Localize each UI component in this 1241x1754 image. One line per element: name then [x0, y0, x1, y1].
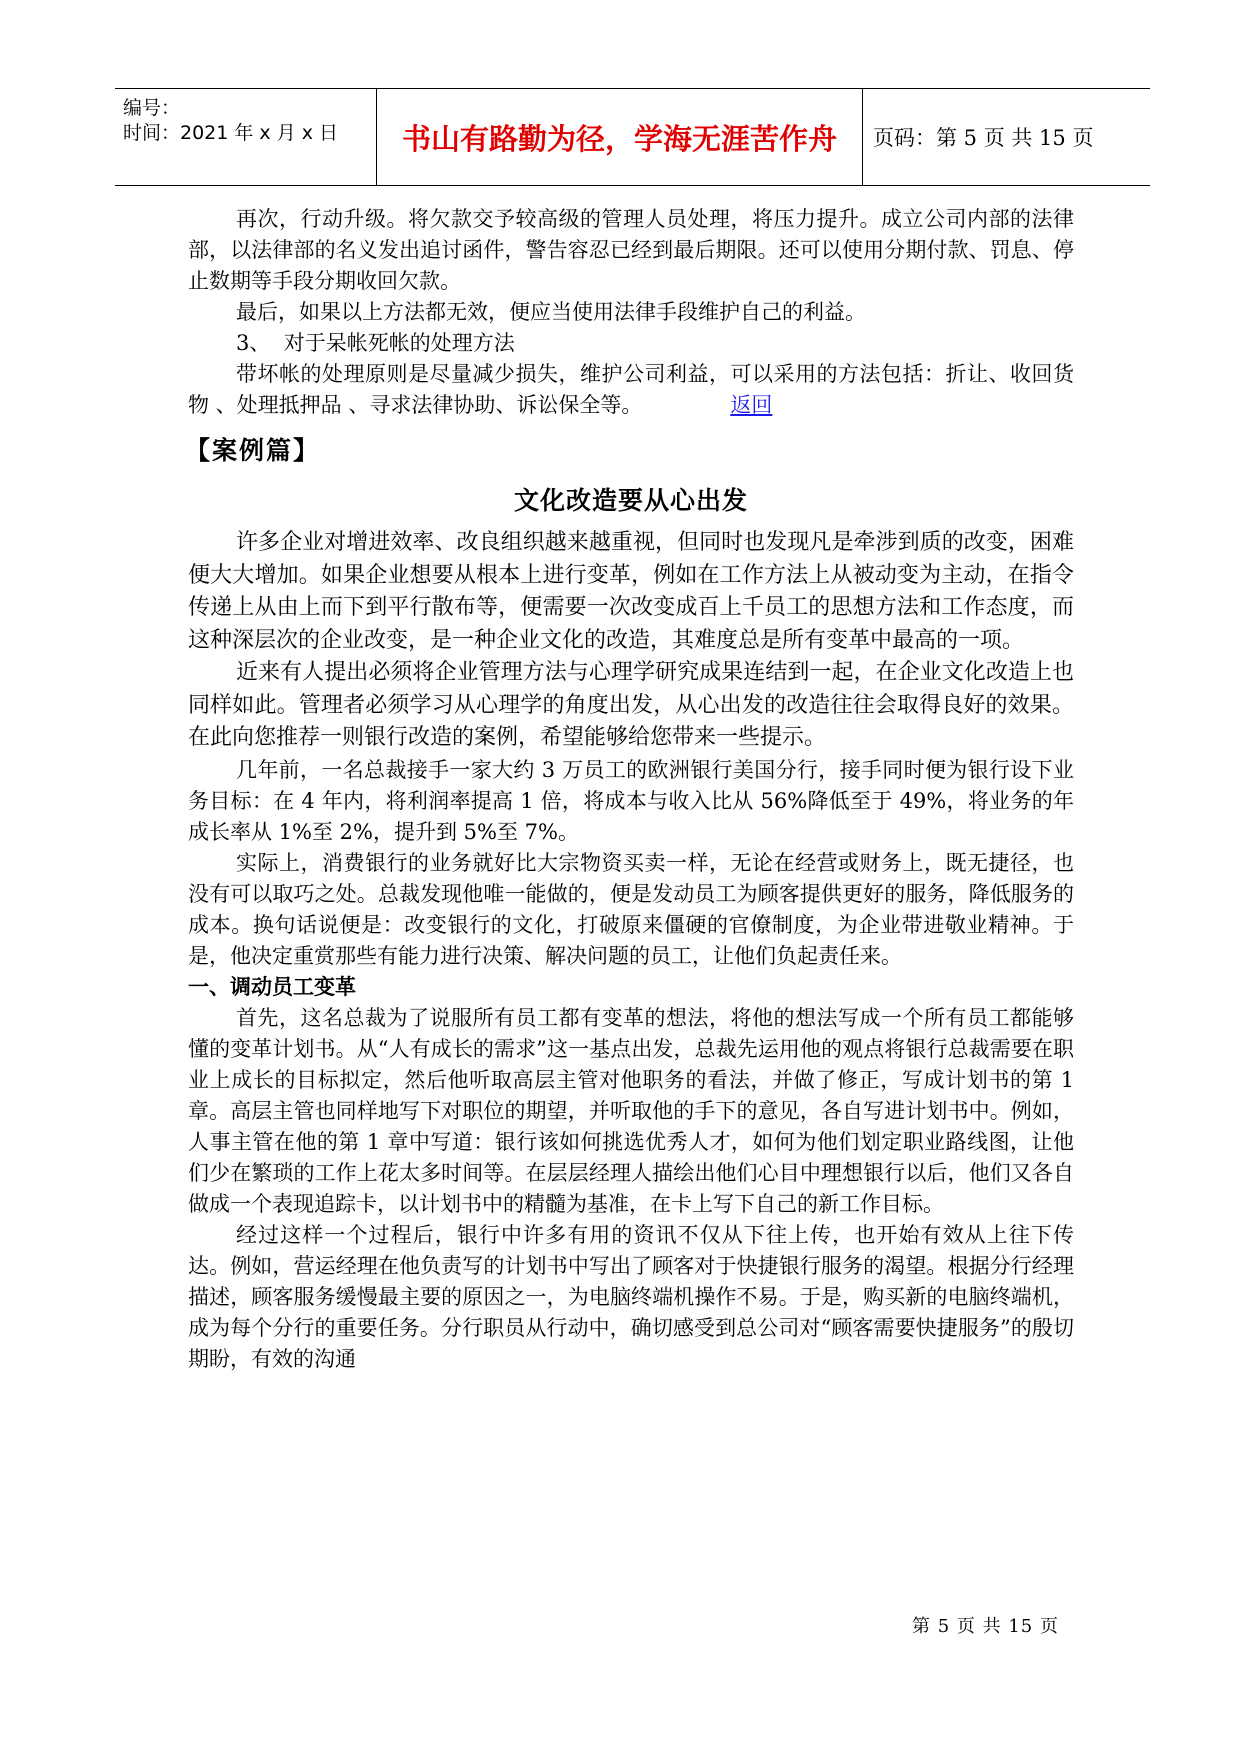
document-header [115, 88, 1150, 186]
list-item-heading: 3、 对于呆帐死帐的处理方法 [236, 331, 515, 355]
paragraph: 实际上，消费银行的业务就好比大宗物资买卖一样，无论在经营或财务上，既无捷径，也没有可以取巧之处。总裁发现他唯一能做的，便是发动员工为顾客提供更好的服务，降低服务的成本。换句话说便是：改变银行的文化，打破原来僵硬的官僚制度，为企业带进敬业精神。于是，他决定重赏那些有能力进行决策、解决问题的员工，让他们负起责任来。 [188, 850, 1074, 968]
subheading: 一、调动员工变革 [188, 974, 356, 999]
paragraph: 经过这样一个过程后，银行中许多有用的资讯不仅从下往上传，也开始有效从上往下传达。例如，营运经理在他负责写的计划书中写出了顾客对于快捷银行服务的渴望。根据分行经理描述，顾客服务缓慢最主要的原因之一，为电脑终端机操作不易。于是，购买新的电脑终端机，成为每个分行的重要任务。分行职员从行动中，确切感受到总公司对“顾客需要快捷服务”的殷切期盼，有效的沟通 [188, 1222, 1074, 1371]
paragraph: 再次，行动升级。将欠款交予较高级的管理人员处理，将压力提升。成立公司内部的法律部，以法律部的名义发出追讨函件，警告容忍已经到最后期限。还可以使用分期付款、罚息、停止数期等手段分期收回欠款。 [188, 207, 1074, 293]
paragraph [188, 359, 1074, 421]
paragraph: 最后，如果以上方法都无效，便应当使用法律手段维护自己的利益。 [236, 300, 866, 324]
header-divider [862, 89, 863, 185]
paragraph: 许多企业对增进效率、改良组织越来越重视，但同时也发现凡是牵涉到质的改变，困难便大大增加。如果企业想要从根本上进行变革，例如在工作方法上从被动变为主动，在指令传递上从由上而下到平行散布等，便需要一次改变成百上千员工的思想方法和工作态度，而这种深层次的企业改变，是一种企业文化的改造，其难度总是所有变革中最高的一项。 [188, 530, 1074, 653]
header-meta [123, 89, 373, 185]
article-title: 文化改造要从心出发 [513, 486, 748, 515]
paragraph: 几年前，一名总裁接手一家大约 3 万员工的欧洲银行美国分行，接手同时便为银行设下业务目标：在 4 年内，将利润率提高 1 倍，将成本与收入比从 56%降低至于 49%，将业务的年成长率从 1%至 2%，提升到 5%至 7%。 [188, 757, 1074, 844]
case-section-heading: 【案例篇】 [185, 436, 321, 465]
paragraph: 首先，这名总裁为了说服所有员工都有变革的想法，将他的想法写成一个所有员工都能够懂的变革计划书。从“人有成长的需求”这一基点出发，总裁先运用他的观点将银行总裁需要在职业上成长的目标拟定，然后他听取高层主管对他职务的看法，并做了修正，写成计划书的第 1 章。高层主管也同样地写下对职位的期望，并听取他的手下的意见，各自写进计划书中。例如，人事主管在他的第 1 章中写道：银行该如何挑选优秀人才，如何为他们划定职业路线图，让他们少在繁琐的工作上花太多时间等。在层层经理人描绘出他们心目中理想银行以后，他们又各自做成一个表现追踪卡，以计划书中的精髓为基准，在卡上写下自己的新工作目标。 [188, 1005, 1074, 1216]
header-page-info: 页码：第 5 页 共 15 页 [873, 126, 1094, 150]
back-link[interactable]: 返回 [730, 393, 773, 417]
page-footer: 第 5 页 共 15 页 [912, 1616, 1059, 1637]
document-body [185, 204, 1074, 1375]
paragraph: 近来有人提出必须将企业管理方法与心理学研究成果连结到一起，在企业文化改造上也同样如此。管理者必须学习从心理学的角度出发，从心出发的改造往往会取得良好的效果。在此向您推荐一则银行改造的案例，希望能够给您带来一些提示。 [188, 660, 1074, 750]
header-motto: 书山有路勤为径，学海无涯苦作舟 [401, 121, 837, 156]
number-label: 编号： [123, 97, 181, 119]
paragraph-text: 带坏帐的处理原则是尽量减少损失，维护公司利益，可以采用的方法包括：折让、收回货物 、处理抵押品 、寻求法律协助、诉讼保全等。 [188, 362, 1074, 417]
date-label: 时间：2021 年 x 月 x 日 [123, 122, 339, 144]
